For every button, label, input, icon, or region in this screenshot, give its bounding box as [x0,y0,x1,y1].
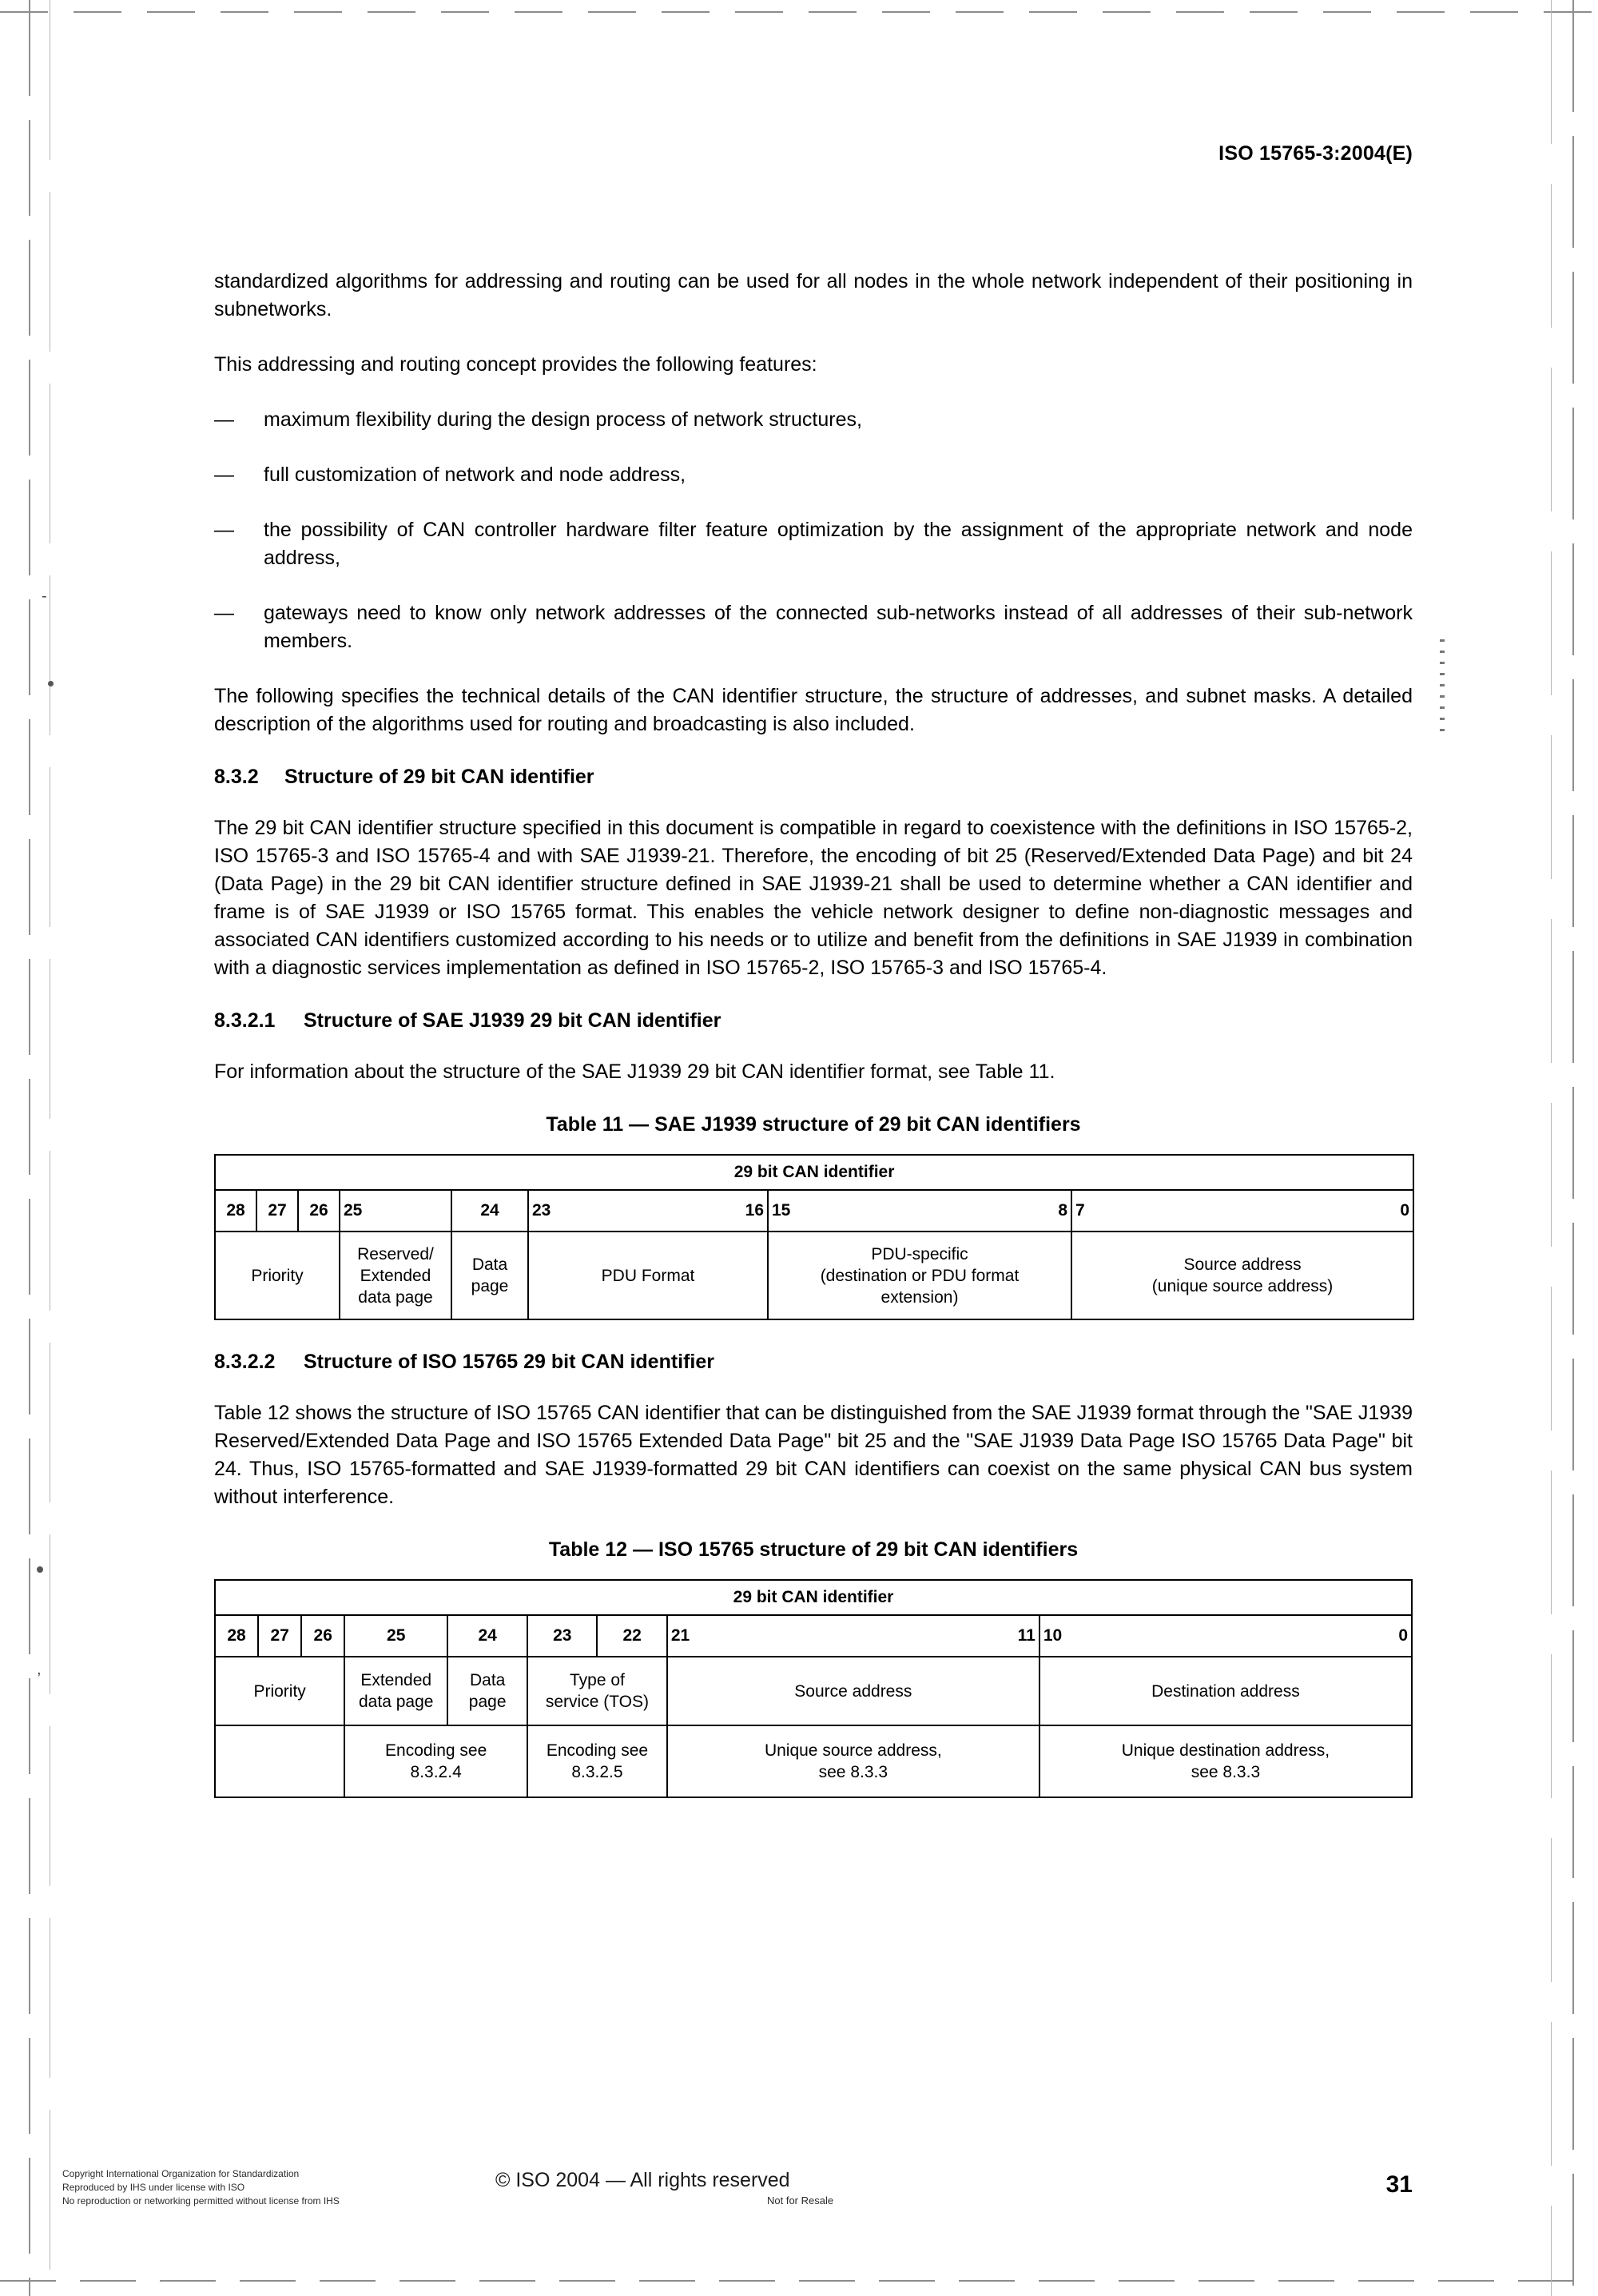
field-priority: Priority [215,1232,340,1319]
page-content [214,0,1413,1828]
paragraph-intro: standardized algorithms for addressing and routing can be used for all nodes in the whole network independent of their positioning in subnetworks. [214,270,1413,320]
list-item [214,406,1413,434]
field-line-2: (destination or PDU format [820,1266,1020,1285]
bit-cell-25: 25 [340,1190,451,1232]
list-item-text: maximum flexibility during the design process of network structures, [264,408,862,431]
field-priority: Priority [215,1657,344,1725]
table-11-title-row: 29 bit CAN identifier [215,1155,1413,1190]
bit-range-end: 16 [745,1201,764,1220]
field-line-2: page [471,1277,509,1295]
list-item [214,599,1413,655]
list-item [214,461,1413,489]
bit-cell-22: 22 [597,1615,666,1657]
field-line-1: Type of [570,1671,625,1689]
field-type-of-service [527,1657,667,1725]
encoding-source-address [667,1725,1039,1797]
bit-cell-24: 24 [451,1190,528,1232]
table-11-label-row [215,1232,1413,1319]
field-pdu-specific [768,1232,1071,1319]
bit-cell-23: 23 [527,1615,597,1657]
encoding-line-1: Unique source address, [764,1741,942,1760]
bit-range-end: 11 [1017,1626,1036,1645]
heading-8-3-2-1 [214,1009,1413,1033]
encoding-line-2: see 8.3.3 [818,1763,888,1781]
bullet-dash-icon: — [214,464,234,486]
bullet-dash-icon: — [214,602,234,624]
bit-cell-26: 26 [298,1190,340,1232]
bit-cell-25: 25 [344,1615,447,1657]
bit-cell-28: 28 [215,1615,258,1657]
table-12-caption: Table 12 — ISO 15765 structure of 29 bit CAN identifiers [548,1538,1079,1561]
field-line-1: Data [469,1671,506,1689]
heading-title: Structure of SAE J1939 29 bit CAN identifier [304,1009,721,1032]
footer-ihs-watermark [62,2167,340,2208]
heading-number: 8.3.2.2 [214,1351,276,1373]
field-data-page [447,1657,527,1725]
encoding-destination-address [1039,1725,1412,1797]
field-pdu-format: PDU Format [528,1232,768,1319]
ihs-line-2: Reproduced by IHS under license with ISO [62,2182,245,2193]
encoding-type-of-service [527,1725,667,1797]
list-item-text: the possibility of CAN controller hardware filter feature optimization by the assignment of the appropriate network and node address, [264,519,1413,569]
bit-range-end: 8 [1058,1201,1067,1220]
field-line-1: Source address [1183,1255,1302,1274]
field-line-1: PDU-specific [871,1244,968,1263]
field-destination-address: Destination address [1039,1657,1412,1725]
footer-copyright: © ISO 2004 — All rights reserved [495,2169,790,2191]
bit-range-start: 23 [532,1201,551,1220]
field-line-3: extension) [880,1287,959,1307]
field-source-address: Source address [667,1657,1039,1725]
heading-title: Structure of 29 bit CAN identifier [284,766,594,788]
table-11-bit-row [215,1190,1413,1232]
encoding-line-1: Unique destination address, [1121,1741,1330,1760]
bit-cell-21-11 [667,1615,1039,1657]
bullet-dash-icon: — [214,519,234,541]
field-line-2: page [468,1693,507,1711]
scan-side-dots [1440,639,1445,735]
ihs-line-3: No reproduction or networking permitted without license from IHS [62,2195,340,2206]
bit-cell-23-16 [528,1190,768,1232]
field-extended-data-page [344,1657,447,1725]
footer-page-number: 31 [1385,2171,1413,2198]
field-line-2: service (TOS) [545,1693,650,1711]
bit-range-start: 7 [1075,1201,1085,1220]
field-line-1: Reserved/ [357,1244,434,1263]
field-line-1: Data [471,1255,508,1274]
field-line-2: Extended [360,1266,431,1285]
field-line-1: Extended [360,1671,432,1689]
margin-speck-4: , [37,1661,42,1678]
field-data-page [451,1232,528,1319]
bit-cell-7-0 [1071,1190,1413,1232]
table-12-bit-row [215,1615,1412,1657]
heading-number: 8.3.2.1 [214,1009,276,1032]
bit-range-end: 0 [1398,1626,1408,1645]
bit-cell-10-0 [1039,1615,1412,1657]
table-11-caption: Table 11 — SAE J1939 structure of 29 bit CAN identifiers [546,1113,1081,1136]
field-source-address [1071,1232,1413,1319]
field-line-2: (unique source address) [1151,1277,1334,1295]
table-12-encoding-row [215,1725,1412,1797]
scan-edge-left [29,0,30,2296]
paragraph-table11-ref: For information about the structure of the SAE J1939 29 bit CAN identifier format, see Table 11. [214,1060,1055,1083]
table-12-label-row [215,1657,1412,1725]
margin-speck-1: - [42,587,47,605]
bit-cell-24: 24 [447,1615,527,1657]
list-item-text: full customization of network and node address, [264,464,686,486]
page-header-standard-code: ISO 15765-3:2004(E) [1218,142,1413,165]
heading-8-3-2 [214,766,1413,789]
paragraph-technical-details: The following specifies the technical details of the CAN identifier structure, the structure of addresses, and subnet masks. A detailed description of the algorithms used for routing and broadcasting is also included. [214,685,1413,735]
encoding-line-1: Encoding see [385,1741,487,1760]
field-line-2: data page [359,1693,434,1711]
encoding-line-2: 8.3.2.5 [571,1763,623,1781]
table-12-iso-15765-identifier [214,1579,1413,1798]
paragraph-features-lead: This addressing and routing concept provides the following features: [214,353,817,376]
encoding-empty-cell [215,1725,344,1797]
bit-cell-26: 26 [301,1615,344,1657]
encoding-line-2: see 8.3.3 [1191,1763,1261,1781]
bit-cell-27: 27 [256,1190,298,1232]
encoding-line-2: 8.3.2.4 [410,1763,462,1781]
paragraph-29bit-structure: The 29 bit CAN identifier structure specified in this document is compatible in regard to coexistence with the definitions in ISO 15765-2, ISO 15765-3 and ISO 15765-4 and with SAE J1939-21. Therefore, the encoding of bit 25 (Reserved/Extended Data Page) and bit 24 (Data Page) in the 29 bit CAN identifier structure defined in SAE J1939-21 shall be used to determine whether a CAN identifier and frame is of SAE J1939 or ISO 15765 format. This enables the vehicle network designer to define non-diagnostic messages and associated CAN identifiers customized according to his needs or to utilize and benefit from the definitions in SAE J1939 in combination with a diagnostic services implementation as defined in ISO 15765-2, ISO 15765-3 and ISO 15765-4. [214,817,1413,979]
ihs-line-1: Copyright International Organization for Standardization [62,2168,300,2179]
heading-8-3-2-2 [214,1351,1413,1374]
paragraph-table12-ref: Table 12 shows the structure of ISO 15765 CAN identifier that can be distinguished from the SAE J1939 format through the "SAE J1939 Reserved/Extended Data Page and ISO 15765 Extended Data Page" bit 25 and the "SAE J1939 Data Page ISO 15765 Data Page" bit 24. Thus, ISO 15765-formatted and SAE J1939-formatted 29 bit CAN identifiers can coexist on the same physical CAN bus system without interference. [214,1402,1413,1508]
heading-number: 8.3.2 [214,766,259,788]
table-11-sae-j1939-identifier [214,1154,1414,1320]
list-item [214,516,1413,572]
table-12-title-row: 29 bit CAN identifier [215,1580,1412,1615]
footer-not-for-resale: Not for Resale [767,2195,834,2206]
encoding-line-1: Encoding see [546,1741,649,1760]
margin-speck-3 [37,1566,43,1573]
bit-cell-27: 27 [258,1615,301,1657]
encoding-extended-data-page [344,1725,527,1797]
margin-speck-2 [48,681,54,686]
bit-cell-15-8 [768,1190,1071,1232]
bit-cell-28: 28 [215,1190,256,1232]
bit-range-start: 21 [670,1626,690,1645]
page-footer [0,2136,1598,2296]
heading-title: Structure of ISO 15765 29 bit CAN identifier [304,1351,715,1373]
field-line-3: data page [358,1287,433,1307]
scan-edge-right [1572,0,1574,2296]
bit-range-start: 10 [1043,1626,1063,1645]
bit-range-end: 0 [1400,1201,1410,1220]
scan-edge-right-inner [1551,0,1552,2296]
list-item-text: gateways need to know only network addresses of the connected sub-networks instead of all addresses of their sub-network members. [264,602,1413,652]
bullet-dash-icon: — [214,408,234,431]
bit-range-start: 15 [772,1201,791,1220]
field-reserved-extended-data-page [340,1232,451,1319]
